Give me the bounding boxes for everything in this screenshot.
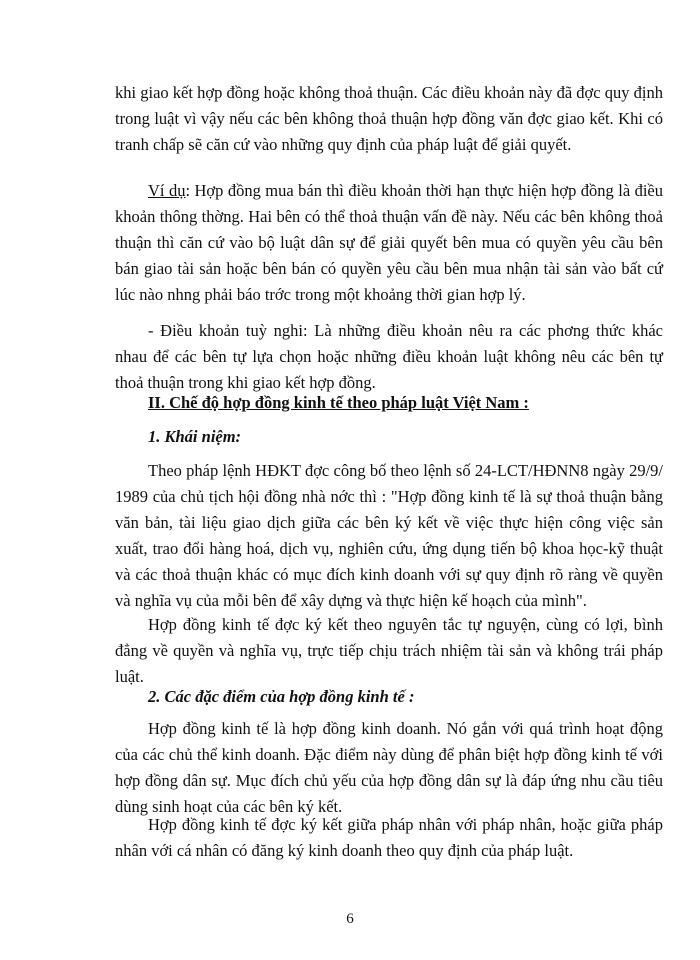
example-text: : Hợp đồng mua bán thì điều khoản thời hạn thực hiện hợp đồng là điều khoản thông thờng. Hai bên có thể thoả thuận vấn đề này. Nếu các bên không thoả thuận thì căn cứ vào bộ luật dân sự để giải quyết bên mua có quyền yêu cầu bên bán giao tài sản hoặc bên bán có quyền yêu cầu bên mua nhận tài sản vào bất cứ lúc nào nhng phải báo trớc trong một khoảng thời gian hợp lý.	[115, 181, 664, 304]
section-heading-ii: II. Chế độ hợp đồng kinh tế theo pháp luật Việt Nam :	[148, 393, 529, 412]
subheading-concept: 1. Khái niệm:	[148, 427, 242, 446]
paragraph-parties: Hợp đồng kinh tế đợc ký kết giữa pháp nhân với pháp nhân, hoặc giữa pháp nhân với cá nhân có đăng ký kinh doanh theo quy định của pháp luật.	[115, 815, 663, 860]
paragraph-principles: Hợp đồng kinh tế đợc ký kết theo nguyên tắc tự nguyện, cùng có lợi, bình đẳng về quyền và nghĩa vụ, trực tiếp chịu trách nhiệm tài sản và không trái pháp luật.	[115, 615, 663, 686]
paragraph-business-contract: Hợp đồng kinh tế là hợp đồng kinh doanh. Nó gắn với quá trình hoạt động của các chủ thể kinh doanh. Đặc điểm này dùng để phân biệt hợp đồng kinh tế với hợp đồng dân sự. Mục đích chủ yếu của hợp đồng dân sự là đáp ứng nhu cầu tiêu dùng sinh hoạt của các bên ký kết.	[115, 719, 663, 816]
paragraph-example	[115, 178, 663, 308]
example-label: Ví dụ	[148, 181, 186, 200]
page-number: 6	[346, 911, 354, 927]
paragraph-optional-terms: - Điều khoản tuỳ nghi: Là những điều khoản nêu ra các phơng thức khác nhau để các bên tự lựa chọn hoặc những điều khoản luật không nêu các bên tự thoả thuận trong khi giao kết hợp đồng.	[115, 321, 663, 392]
paragraph-definition: Theo pháp lệnh HĐKT đợc công bố theo lệnh số 24-LCT/HĐNN8 ngày 29/9/ 1989 của chủ tịch hội đồng nhà nớc thì : "Hợp đồng kinh tế là sự thoả thuận bằng văn bản, tài liệu giao dịch giữa các bên ký kết về việc thực hiện công việc sản xuất, trao đổi hàng hoá, dịch vụ, nghiên cứu, ứng dụng tiến bộ khoa học-kỹ thuật và các thoả thuận khác có mục đích kinh doanh với sự quy định rõ ràng về quyền và nghĩa vụ của mỗi bên để xây dựng và thực hiện kế hoạch của mình".	[115, 461, 663, 610]
subheading-characteristics: 2. Các đặc điểm của hợp đồng kinh tế :	[148, 687, 415, 706]
paragraph-mandatory-terms-continued: khi giao kết hợp đồng hoặc không thoả thuận. Các điều khoản này đã đợc quy định trong luật vì vậy nếu các bên không thoả thuận hợp đồng văn đợc giao kết. Khi có tranh chấp sẽ căn cứ vào những quy định của pháp luật để giải quyết.	[115, 83, 663, 154]
